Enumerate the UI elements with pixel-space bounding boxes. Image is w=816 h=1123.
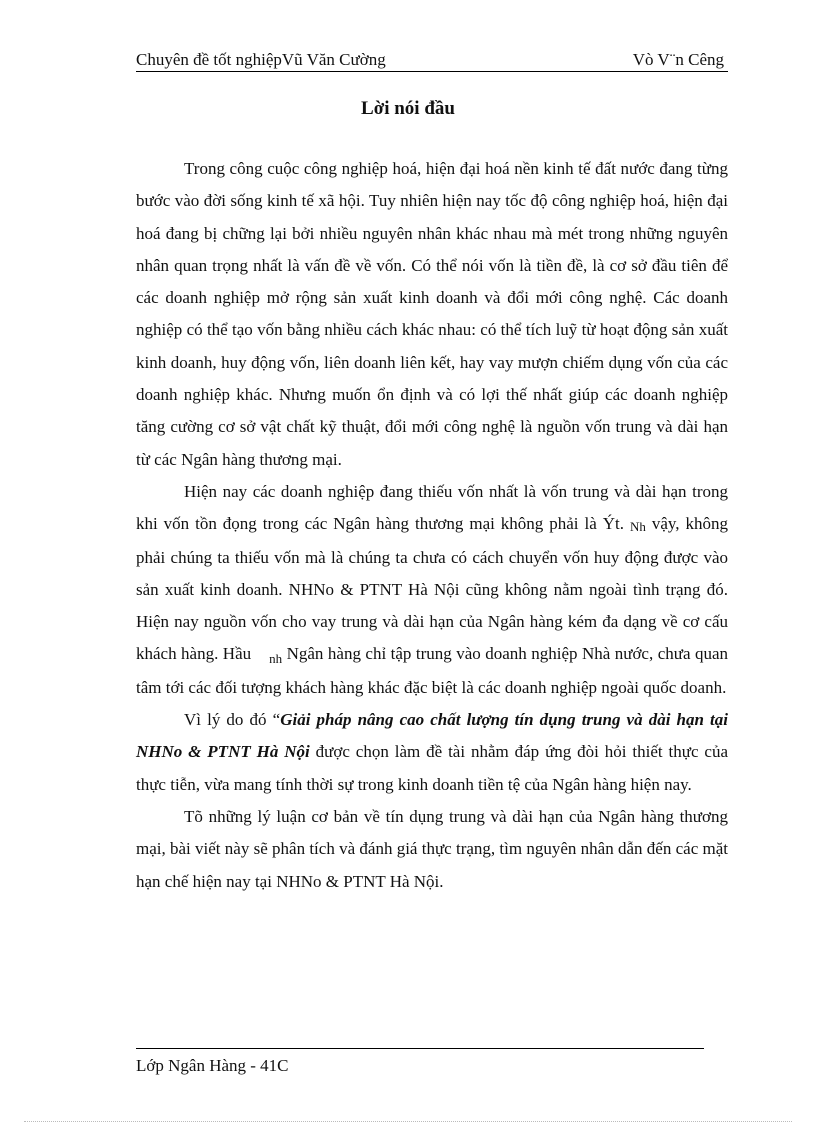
page-bottom-edge [24,1121,792,1122]
paragraph-2-text-c: Ngân hàng chỉ tập trung vào doanh nghiệp Nhà nước, chưa quan tâm tới các đối tượng khách hàng khác đặc biệt là các doanh nghiệp ngoài quốc doanh. [136,644,728,697]
page-header [136,49,728,72]
thesis-title-emphasis: Giải pháp nâng cao chất lượng tín dụng trung và dài hạn tại NHNo & PTNT Hà Nội [136,710,728,762]
header-right-text: Vò V¨n Cêng [632,50,724,69]
paragraph-2-fragment-nh: Nh [629,519,646,535]
paragraph-2-text-a: Hiện nay các doanh nghiệp đang thiếu vốn nhất là vốn trung và dài hạn trong khi vốn tồn đọng trong các Ngân hàng thương mại không phải là Ýt. [136,481,728,534]
paragraph-3 [136,704,728,801]
paragraph-3-text-a: Vì lý do đó “ [184,710,281,730]
footer-divider [136,1048,704,1049]
page-title: Lời nói đầu [361,98,455,119]
header-left-text: Chuyên đề tốt nghiệpVũ Văn Cường [136,50,386,69]
paragraph-2-text-b: vậy, không phải chúng ta thiếu vốn mà là chúng ta chưa có cách chuyển vốn huy động được vào sản xuất kinh doanh. NHNo & PTNT Hà Nội cũng không nằm ngoài tình trạng đó. Hiện nay nguồn vốn cho vay trung và dài hạn của Ngân hàng kém đa dạng về cơ cấu khách hàng. Hầu [136,514,728,664]
document-body [136,153,728,898]
paragraph-1: Trong công cuộc công nghiệp hoá, hiện đại hoá nền kinh tế đất nước đang từng bước vào đời sống kinh tế xã hội. Tuy nhiên hiện nay tốc độ công nghiệp hoá, hiện đại hoá đang bị chững lại bởi nhiều nguyên nhân khác nhau mà mét trong những nguyên nhân quan trọng nhất là vấn đề về vốn. Có thể nói vốn là tiền đề, là cơ sở đầu tiên để các doanh nghiệp mở rộng sản xuất kinh doanh và đổi mới công nghệ. Các doanh nghiệp có thể tạo vốn bằng nhiều cách khác nhau: có thể tích luỹ từ hoạt động sản xuất kinh doanh, huy động vốn, liên doanh liên kết, hay vay mượn chiếm dụng vốn của các doanh nghiệp khác. Nhưng muốn ổn định và có lợi thế nhất giúp các doanh nghiệp tăng cường cơ sở vật chất kỹ thuật, đổi mới công nghệ là nguồn vốn trung và dài hạn từ các Ngân hàng thương mại. [136,159,728,469]
page-footer: Lớp Ngân Hàng - 41C [136,1056,289,1075]
paragraph-3-text-b: được chọn làm đề tài nhằm đáp ứng đòi hỏi thiết thực của thực tiễn, vừa mang tính thời sự trong kinh doanh tiền tệ của Ngân hàng hiện nay. [136,742,728,794]
paragraph-2-fragment-nh-2: nh [269,651,283,667]
paragraph-2 [136,476,728,704]
paragraph-4: Tõ những lý luận cơ bản về tín dụng trung và dài hạn của Ngân hàng thương mại, bài viết này sẽ phân tích và đánh giá thực trạng, tìm nguyên nhân dẫn đến các mặt hạn chế hiện nay tại NHNo & PTNT Hà Nội. [136,806,728,891]
